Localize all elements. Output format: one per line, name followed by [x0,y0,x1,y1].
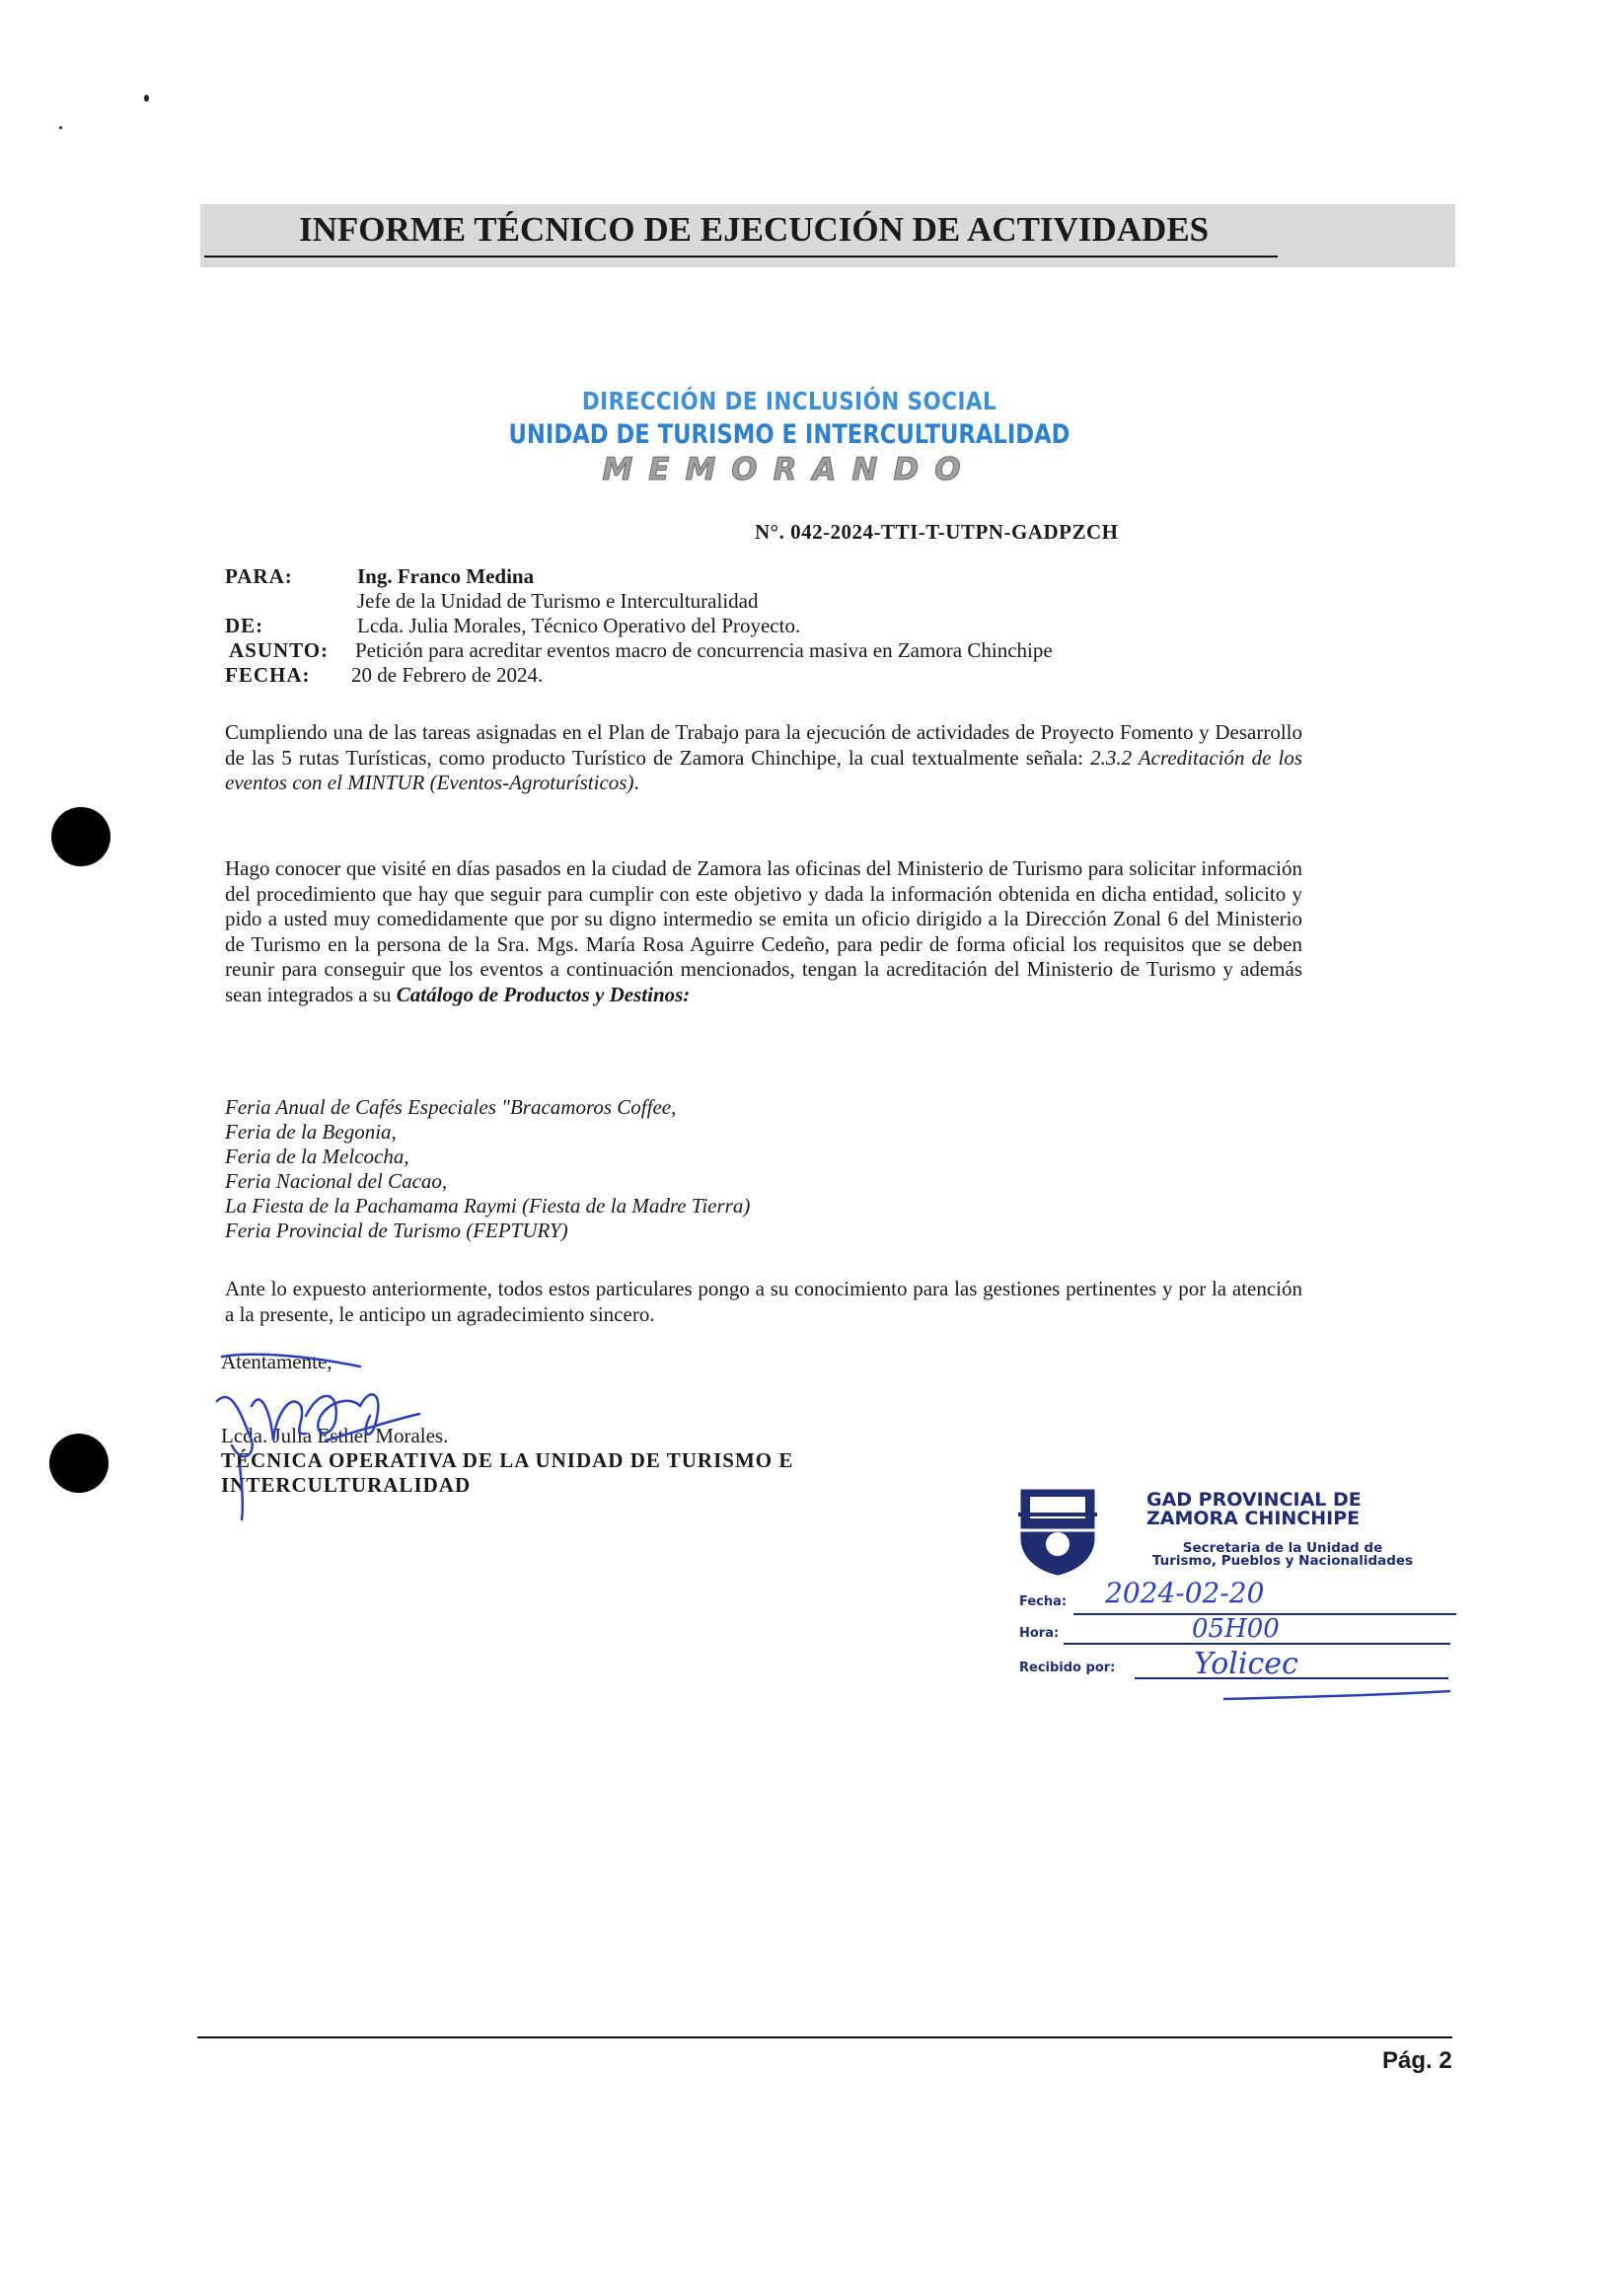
report-title: INFORME TÉCNICO DE EJECUCIÓN DE ACTIVIDADES [299,210,1210,249]
paragraph-closing: Ante lo expuesto anteriormente, todos estos particulares pongo a su conocimiento para las gestiones pertinentes y por la atención a la presente, le anticipo un agradecimiento sincero. [225,1277,1302,1326]
events-list [225,1095,750,1243]
paragraph-intro-citation: 2.3.2 Acreditación de los eventos con el MINTUR (Eventos-Agroturísticos) [225,745,1302,794]
stamp-recibido-value: Yolicec [1194,1647,1298,1681]
signer-position-line1: TÉCNICA OPERATIVA DE LA UNIDAD DE TURISMO E [221,1448,794,1472]
page-number: Pág. 2 [1382,2047,1452,2074]
stamp-fecha-label: Fecha: [1019,1594,1068,1609]
provincial-emblem [1016,1485,1099,1576]
para-name: Ing. Franco Medina [357,564,535,588]
list-item: Feria Nacional del Cacao, [225,1169,448,1193]
para-title: Jefe de la Unidad de Turismo e Interculturalidad [357,589,759,613]
stamp-sec-line1: Secretaria de la Unidad de [1182,1540,1383,1556]
paragraph-intro-text: Cumpliendo una de las tareas asignadas en el Plan de Trabajo para la ejecución de actividades de Proyecto Fomento y Desarrollo de las 5 rutas Turísticas, como producto Turístico de Zamora Chinchipe, la cual textualmente señala: [225,720,1302,770]
list-item: Feria de la Melcocha, [225,1145,409,1168]
list-item: Feria Anual de Cafés Especiales "Bracamoros Coffee, [225,1095,677,1119]
de-label: DE: [225,614,264,637]
signer-name: Lcda. Julia Esther Morales. [221,1424,449,1447]
punch-hole [49,1434,109,1493]
fecha-label: FECHA: [225,663,311,687]
letterhead-memorando: MEMORANDO [602,452,977,487]
stamp-org-line1: GAD PROVINCIAL DE [1146,1489,1362,1511]
memo-letterhead [434,387,1144,487]
memo-number: N°. 042-2024-TTI-T-UTPN-GADPZCH [755,520,1119,544]
punch-hole [51,807,111,866]
footer-rule [197,2036,1452,2038]
stamp-sec-line2: Turismo, Pueblos y Nacionalidades [1151,1553,1414,1569]
handwritten-signature [212,1347,449,1524]
letterhead-unit: UNIDAD DE TURISMO E INTERCULTURALIDAD [508,419,1070,450]
received-signature-underline [1223,1677,1452,1707]
fecha-value: 20 de Febrero de 2024. [351,663,544,687]
catalog-reference: Catálogo de Productos y Destinos: [396,982,691,1006]
list-item: Feria de la Begonia, [225,1120,397,1144]
stamp-hora-value: 05H00 [1192,1614,1280,1644]
scan-speck [59,126,62,129]
list-item: La Fiesta de la Pachamama Raymi (Fiesta de la Madre Tierra) [225,1194,751,1218]
closing-salutation: Atentamente, [221,1350,332,1373]
stamp-fecha-value: 2024-02-20 [1105,1577,1265,1609]
paragraph-request [225,856,1302,1007]
list-item: Feria Provincial de Turismo (FEPTURY) [225,1219,568,1242]
report-title-band [200,204,1455,267]
de-value: Lcda. Julia Morales, Técnico Operativo del Proyecto. [357,614,801,637]
para-label: PARA: [225,564,293,588]
paragraph-request-text: Hago conocer que visité en días pasados en la ciudad de Zamora las oficinas del Ministerio de Turismo para solicitar información del procedimiento que hay que seguir para cumplir con este objetivo y dada la información obtenida en dicha entidad, solicito y pido a usted muy comedidamente que por su digno intermedio se emita un oficio dirigido a la Dirección Zonal 6 del Ministerio de Turismo en la persona de la Sra. Mgs. María Rosa Aguirre Cedeño, para pedir de forma oficial los requisitos que se deben reunir para conseguir que los eventos a continuación mencionados, tengan la acreditación del Ministerio de Turismo y además sean integrados a su [225,856,1302,1006]
stamp-recibido-label: Recibido por: [1019,1661,1116,1675]
signer-position-line2: INTERCULTURALIDAD [221,1473,472,1497]
stamp-org-line2: ZAMORA CHINCHIPE [1146,1508,1361,1529]
stamp-org [1146,1491,1362,1528]
scan-speck [144,95,149,102]
asunto-label: ASUNTO: [229,638,330,662]
paragraph-intro-end: . [633,771,639,794]
title-underline [204,256,1278,258]
stamp-hora-label: Hora: [1019,1626,1060,1641]
stamp-secretariat [1115,1542,1450,1568]
paragraph-intro [225,720,1302,796]
reception-stamp [1016,1485,1450,1714]
asunto-value: Petición para acreditar eventos macro de concurrencia masiva en Zamora Chinchipe [355,638,1053,662]
letterhead-direction: DIRECCIÓN DE INCLUSIÓN SOCIAL [581,387,997,415]
